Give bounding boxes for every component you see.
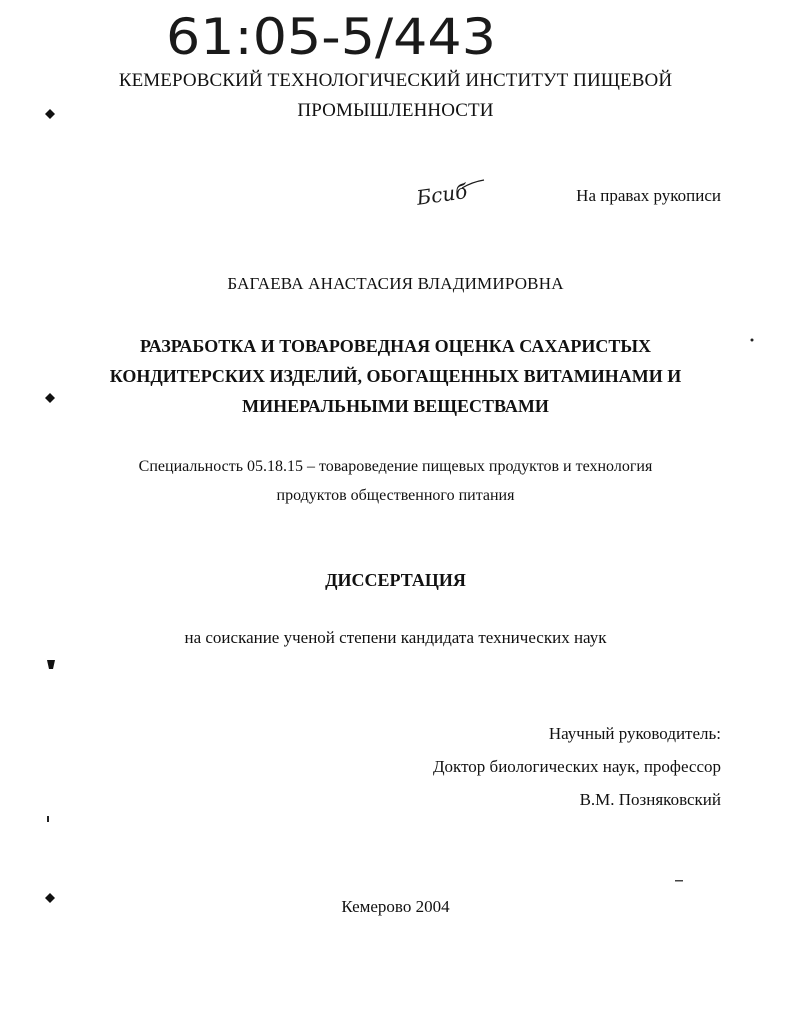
scan-speck-2 <box>748 336 756 344</box>
institute-line-2: ПРОМЫШЛЕННОСТИ <box>297 100 494 121</box>
scan-speck-3 <box>674 878 684 884</box>
city-year: Кемерово 2004 <box>341 897 450 916</box>
binding-mark-1 <box>42 106 58 122</box>
handwritten-archive-number <box>160 2 520 68</box>
binding-mark-4 <box>42 890 58 906</box>
speciality-line-2: продуктов общественного питания <box>276 487 515 504</box>
speciality <box>0 452 791 510</box>
dissertation-title <box>0 331 791 421</box>
title-line-1: РАЗРАБОТКА И ТОВАРОВЕДНАЯ ОЦЕНКА САХАРИСТЫХ <box>139 336 652 356</box>
binding-mark-2 <box>42 390 58 406</box>
signature-text: Бсиб <box>414 179 469 210</box>
supervisor-rank: Доктор биологических наук, профессор <box>432 757 721 776</box>
institute-name <box>0 66 791 126</box>
document-type: ДИССЕРТАЦИЯ <box>325 570 466 590</box>
degree-sought: на соискание ученой степени кандидата технических наук <box>184 628 607 647</box>
title-line-3: МИНЕРАЛЬНЫМИ ВЕЩЕСТВАМИ <box>242 396 549 416</box>
archive-number-text: 61:05-5/443 <box>166 8 496 66</box>
scan-speck-1 <box>44 814 52 824</box>
supervisor-label: Научный руководитель: <box>548 724 721 743</box>
rights-note: На правах рукописи <box>576 186 721 205</box>
institute-line-1: КЕМЕРОВСКИЙ ТЕХНОЛОГИЧЕСКИЙ ИНСТИТУТ ПИЩЕВОЙ <box>118 70 673 91</box>
handwritten-signature <box>412 170 492 212</box>
author-name: БАГАЕВА АНАСТАСИЯ ВЛАДИМИРОВНА <box>227 274 564 293</box>
supervisor-block <box>433 717 721 816</box>
title-line-2: КОНДИТЕРСКИХ ИЗДЕЛИЙ, ОБОГАЩЕННЫХ ВИТАМИНАМИ И <box>109 366 682 386</box>
supervisor-name: В.М. Позняковский <box>579 790 721 809</box>
speciality-line-1: Специальность 05.18.15 – товароведение пищевых продуктов и технология <box>138 458 653 475</box>
binding-mark-3 <box>43 656 59 672</box>
